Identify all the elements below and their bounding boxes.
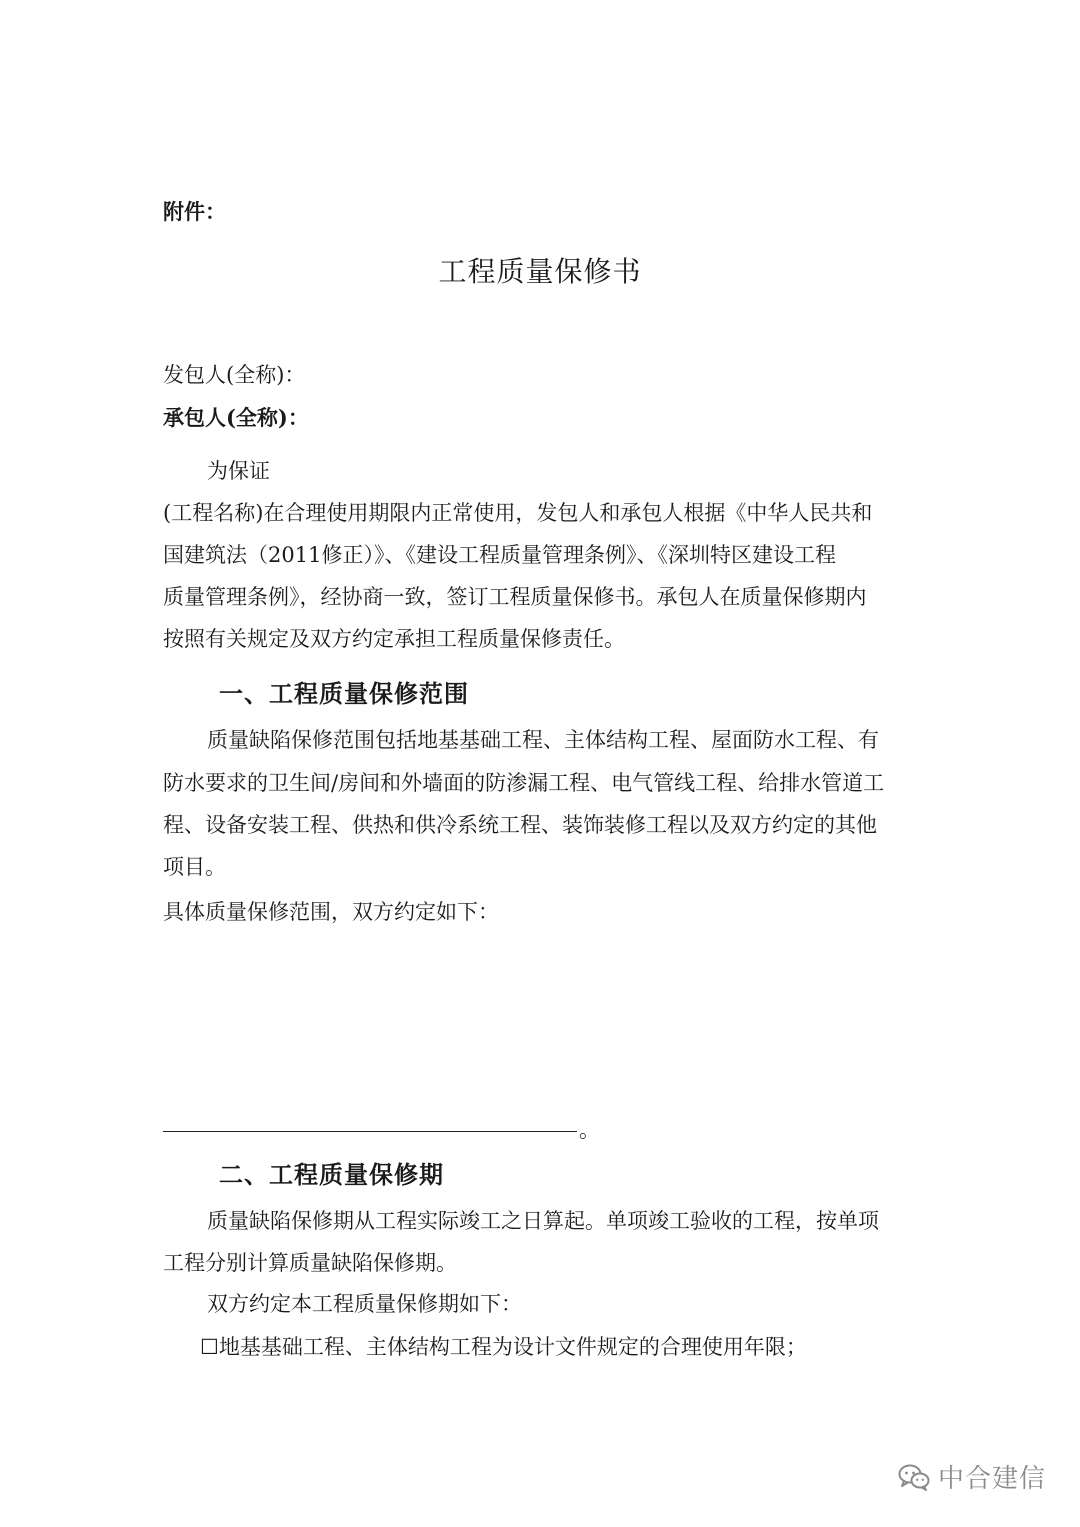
scope-line: 程、设备安装工程、供热和供冷系统工程、装饰装修工程以及双方约定的其他 [163,813,877,837]
intro-line: 质量管理条例》，经协商一致，签订工程质量保修书。承包人在质量保修期内 [163,585,867,609]
contractor-field-label: 承包人(全称)： [163,405,309,430]
section-heading-period: 二、工程质量保修期 [219,1160,444,1189]
employer-field-label: 发包人(全称)： [163,363,306,387]
document-title: 工程质量保修书 [438,255,642,288]
intro-line: 为保证 [207,459,270,483]
period-checkbox-line: ☐地基基础工程、主体结构工程为设计文件规定的合理使用年限； [200,1335,807,1359]
intro-line: 国建筑法（2011修正）》、《建设工程质量管理条例》、《深圳特区建设工程 [163,543,836,567]
scope-line: 质量缺陷保修范围包括地基基础工程、主体结构工程、屋面防水工程、有 [207,728,879,752]
section-heading-scope: 一、工程质量保修范围 [219,679,469,708]
period-line: 质量缺陷保修期从工程实际竣工之日算起。单项竣工验收的工程，按单项 [207,1209,879,1233]
intro-line: (工程名称)在合理使用期限内正常使用，发包人和承包人根据《中华人民共和 [163,501,873,525]
period-line: 工程分别计算质量缺陷保修期。 [163,1251,457,1275]
scope-line: 防水要求的卫生间/房间和外墙面的防渗漏工程、电气管线工程、给排水管道工 [163,771,885,795]
period-line: 双方约定本工程质量保修期如下： [207,1292,522,1316]
blank-end-mark: 。 [579,1118,600,1142]
watermark-text: 中合建信 [937,1464,1046,1494]
attachment-label: 附件： [163,199,226,224]
blank-underline [163,1131,577,1132]
watermark [898,1458,1046,1495]
intro-line: 按照有关规定及双方约定承担工程质量保修责任。 [163,627,625,651]
scope-line: 具体质量保修范围，双方约定如下： [163,900,499,924]
wechat-icon [898,1463,930,1491]
scope-line: 项目。 [163,855,226,879]
